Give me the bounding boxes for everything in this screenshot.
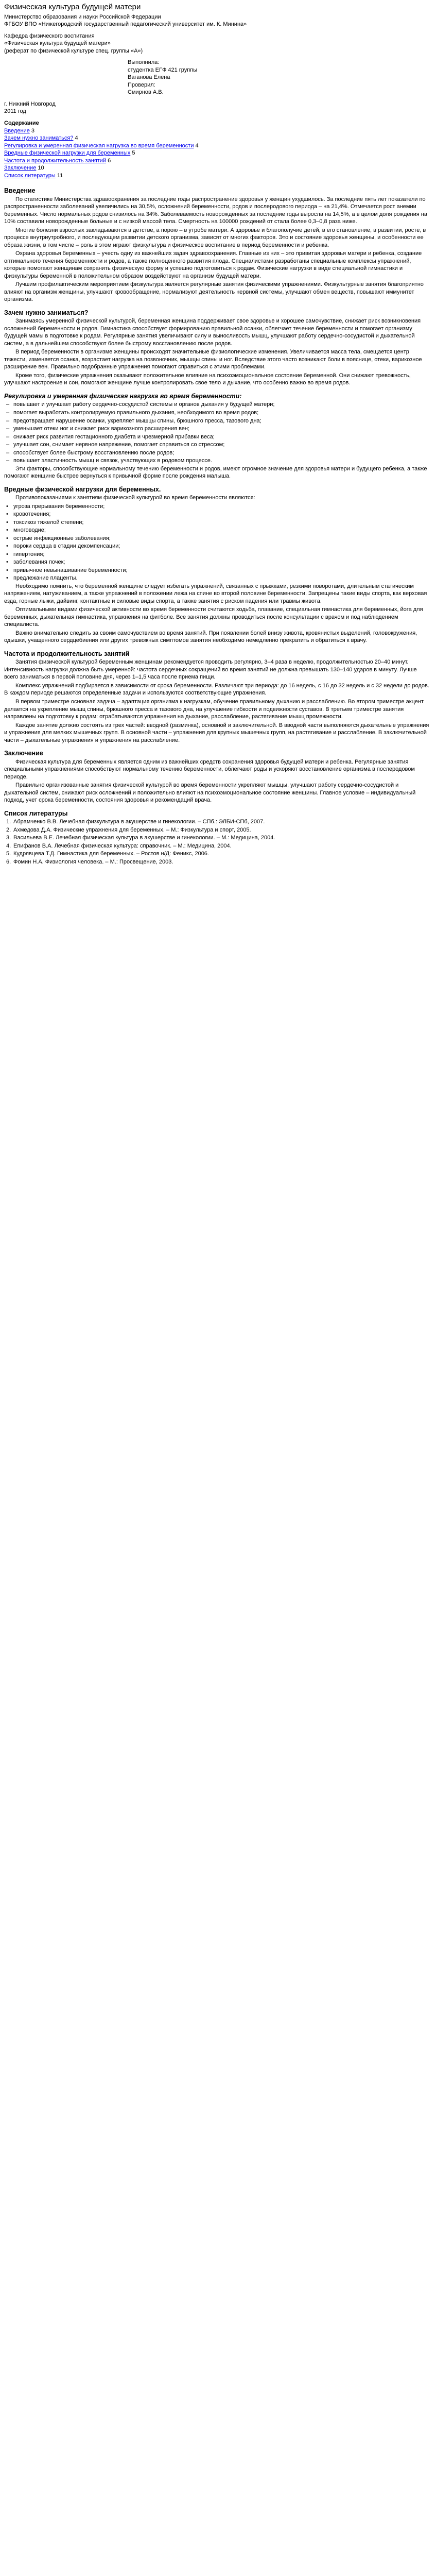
- toc-item[interactable]: [4, 157, 432, 165]
- toc-link[interactable]: Частота и продолжительность занятий: [4, 157, 107, 164]
- toc-item[interactable]: [4, 164, 432, 172]
- ministry-line: Министерство образования и науки Российской Федерации: [4, 13, 161, 20]
- list-item: – повышает эластичность мышц и связок, участвующих в родовом процессе.: [6, 457, 212, 464]
- bullet-marker: •: [6, 511, 8, 518]
- toc-page: 6: [108, 157, 111, 164]
- paragraph: Правильно организованные занятия физической культурой во время беременности укрепляют мышцы, улучшают работу сердечно-сосудистой и дыхательной систем, снижают риск осложнений и положительно влияют на психоэмоциональное состояние женщины. Главное условие – индивидуальный подход, учет срока беременности, состояния здоровья и рекомендаций врача.: [4, 782, 416, 804]
- dash-marker: –: [6, 426, 10, 432]
- author-line: студентка ЕГФ 421 группы: [128, 66, 198, 73]
- list-item: • пороки сердца в стадии декомпенсации;: [6, 543, 120, 550]
- bullet-marker: •: [6, 527, 8, 534]
- section-heading: Регулировка и умеренная физическая нагрузка во время беременности:: [4, 392, 242, 400]
- paragraph: Кроме того, физические упражнения оказывают положительное влияние на психоэмоциональное состояние беременной. Они снижают тревожность, улучшают настроение и сон, помогают женщине лучше контролировать свое тело и дыхание, что особенно важно во время родов.: [4, 372, 411, 386]
- bullet-marker: •: [6, 567, 8, 573]
- reference-item: 3. Васильева В.Е. Лечебная физическая культура в акушерстве и гинекологии. – М.: Медицина, 2004.: [6, 835, 275, 841]
- toc-item[interactable]: [4, 172, 432, 180]
- section-why: [4, 309, 432, 387]
- list-item: • угроза прерывания беременности;: [6, 503, 105, 510]
- header-block: [4, 13, 432, 28]
- toc-link[interactable]: Список литературы: [4, 172, 56, 179]
- dash-marker: –: [6, 442, 10, 448]
- number-marker: 5.: [6, 851, 11, 857]
- paragraph: Лучшим профилактическим мероприятием физкультура является регулярные занятия физическими упражнениями. Физкультурные занятия благоприятно влияют на организм женщины, улучшают кровообращение, нормализуют деятельность нервной системы, улучшают обмен веществ, повышают иммунитет организма.: [4, 281, 424, 303]
- paragraph: В период беременности в организме женщины происходят значительные физиологические изменения. Увеличивается масса тела, смещается центр тяжести, изменяется осанка, возрастает нагрузка на позвоночник, мышцы спины и ног. Вследствие этого часто возникают боли в пояснице, отеки, варикозное расширение вен. Правильно подобранные упражнения помогают справиться с этими проблемами.: [4, 349, 422, 370]
- number-marker: 6.: [6, 858, 11, 865]
- toc-link[interactable]: Заключение: [4, 165, 37, 172]
- paragraph: По статистике Министерства здравоохранения за последние годы распространение здоровья у женщин ухудшилось. За последние пять лет показатели по распространенности заболеваний увеличились на 30,5%, осложнений беременности, родов и послеродового периода – на 21,4%. Отмечается рост анемии беременных. Число нормальных родов снизилось на 34%. Заболеваемость новорожденных за последние годы выросла на 14,5%, а в целом доля рождения на 10% составили новорожденные больные и с низкой массой тела. Смертность на 100000 рождений от стала более 0,3–0,8 раза ниже.: [4, 196, 427, 225]
- paragraph: Занятия физической культурой беременным женщинам рекомендуется проводить регулярно, 3–4 раза в неделю, продолжительностью 20–40 минут. Интенсивность нагрузки должна быть умеренной: частота сердечных сокращений во время занятий не должна превышать 130–140 ударов в минуту. Лучше всего заниматься в первой половине дня, через 1–1,5 часа после приема пищи.: [4, 659, 417, 681]
- paragraph: Физическая культура для беременных является одним из важнейших средств сохранения здоровья будущей матери и ребенка. Регулярные занятия специальными упражнениями способствуют нормальному течению беременности, облегчают роды и ускоряют восстановление организма в послеродовом периоде.: [4, 758, 415, 780]
- topic-line: «Физическая культура будущей матери»: [4, 40, 111, 47]
- list-item: • острые инфекционные заболевания;: [6, 535, 111, 541]
- paragraph: Многие болезни взрослых закладываются в детстве, а порою – в утробе матери. А здоровье и благополучие детей, в его становление, в развитии, росте, в процессе внутриутробного, и последующем развитии детского организма, зависят от многих факторов. Это и состояние здоровья женщины, и особенности ее образа жизни, в том числе – роль в этом играют физкультура и физическое воспитание в период беременности и ребенка.: [4, 227, 426, 248]
- number-marker: 2.: [6, 826, 11, 833]
- section-heading: Зачем нужно заниматься?: [4, 309, 89, 316]
- section-harm: [4, 485, 432, 645]
- section-heading: Вредные физической нагрузки для беременных.: [4, 485, 161, 493]
- section-literature: [4, 809, 432, 866]
- paragraph: Каждое занятие должно состоять из трех частей: вводной (разминка), основной и заключительной. В вводной части выполняются дыхательные упражнения и упражнения для мелких мышечных групп. В основной части – упражнения для крупных мышечных групп, на растягивание и расслабление. В заключительной части – дыхательные упражнения и упражнения на расслабление.: [4, 722, 429, 743]
- city-line: г. Нижний Новгород: [4, 100, 56, 107]
- year-line: 2011 год: [4, 108, 26, 115]
- section-regulation: [4, 392, 432, 480]
- toc-item[interactable]: [4, 142, 432, 150]
- reference-item: 6. Фомин Н.А. Физиология человека. – М.: Просвещение, 2003.: [6, 858, 173, 865]
- list-item: – предотвращает нарушение осанки, укрепляет мышцы спины, брюшного пресса, тазового дна;: [6, 417, 261, 424]
- section-frequency: [4, 650, 432, 744]
- toc-page: 11: [57, 172, 63, 179]
- dash-marker: –: [6, 433, 10, 440]
- toc-page: 5: [132, 150, 135, 157]
- list-item: • гипертония;: [6, 551, 45, 557]
- dash-marker: –: [6, 409, 10, 416]
- toc-title: Содержание: [4, 120, 39, 126]
- bullet-marker: •: [6, 551, 8, 557]
- city-block: [4, 100, 432, 115]
- bullet-marker: •: [6, 535, 8, 541]
- list-item: – помогает выработать контролируемую правильного дыхания, необходимого во время родов;: [6, 409, 259, 416]
- toc-item[interactable]: [4, 149, 432, 157]
- list-item: • предлежание плаценты.: [6, 575, 78, 582]
- reference-item: 1. Абрамченко В.В. Лечебная физкультура в акушерстве и гинекологии. – СПб.: ЭЛБИ-СПб, 2007.: [6, 819, 265, 825]
- subtitle-line: (реферат по физической культуре спец. группы «А»): [4, 47, 143, 54]
- document-title: Физическая культура будущей матери: [4, 3, 141, 11]
- department-line: Кафедра физического воспитания: [4, 32, 95, 39]
- paragraph: В первом триместре основная задача – адаптация организма к нагрузкам, обучение правильному дыханию и расслаблению. Во втором триместре акцент делается на укрепление мышц спины, брюшного пресса и тазового дна, на улучшение гибкости и подвижности суставов. В третьем триместре занятия направлены на подготовку к родам: отрабатываются упражнения на дыхание, расслабление, растягивание мышц промежности.: [4, 699, 424, 720]
- toc-page: 4: [75, 135, 78, 142]
- paragraph: Необходимо помнить, что беременной женщине следует избегать упражнений, связанных с прыжками, резкими поворотами, длительным статическим напряжением, натуживанием, а также упражнений в положении лежа на спине во второй половине беременности. Запрещены такие виды спорта, как верховая езда, горные лыжи, дайвинг, контактные и силовые виды спорта, а также занятия с риском падения или травмы живота.: [4, 583, 427, 604]
- toc-page: 3: [31, 127, 34, 134]
- list-item: – уменьшает отеки ног и снижает риск варикозного расширения вен;: [6, 426, 190, 432]
- number-marker: 4.: [6, 842, 11, 849]
- paragraph: Занимаясь умеренной физической культурой, беременная женщина поддерживает свое здоровье и хорошее самочувствие, снижает риск возникновения осложнений беременности и родов. Гимнастика способствует формированию правильной осанки, облегчает течение беременности и помогает организму будущей мамы в подготовке к родам. Регулярные занятия увеличивают силу и выносливость мышц, улучшают работу сердечно-сосудистой и дыхательной систем, а в дальнейшем способствуют более быстрому восстановлению после родов.: [4, 318, 421, 347]
- toc-link[interactable]: Зачем нужно заниматься?: [4, 135, 74, 142]
- dash-marker: –: [6, 457, 10, 464]
- paragraph: Эти факторы, способствующие нормальному течению беременности и родов, имеют огромное значение для здоровья матери и будущего ребенка, а также помогают женщине быстрее вернуться к привычной форме после рождения малыша.: [4, 465, 427, 480]
- authors-block: [128, 59, 432, 96]
- author-line: Выполнила:: [128, 59, 160, 66]
- bullet-marker: •: [6, 559, 8, 566]
- bullet-marker: •: [6, 519, 8, 526]
- section-heading: Заключение: [4, 750, 43, 757]
- toc-item[interactable]: [4, 134, 432, 142]
- toc-link[interactable]: Введение: [4, 127, 30, 134]
- list-item: • токсикоз тяжелой степени;: [6, 519, 84, 526]
- list-item: • привычное невынашивание беременности;: [6, 567, 128, 573]
- paragraph: Комплекс упражнений подбирается в зависимости от срока беременности. Различают три периода: до 16 недель, с 16 до 32 недель и с 32 недели до родов. В каждом периоде решаются определенные задачи и используются соответствующие упражнения.: [4, 682, 429, 697]
- list-item: • многоводие;: [6, 527, 46, 534]
- toc-link[interactable]: Регулировка и умеренная физическая нагрузка во время беременности: [4, 142, 194, 149]
- paragraph: Охрана здоровья беременных – учесть одну из важнейших задач здравоохранения. Главные из них – это привитая здоровья матери и ребенка, создание оптимального течения беременности и родов, а также полноценного развития плода. Специалистами разработаны специальные комплексы упражнений, которые помогают женщинам сохранить физическую форму и успешно подготовиться к родам. Физические нагрузки в виде специальной гимнастики и физкультуры беременной в положительном образом воздействуют на организм будущей матери.: [4, 250, 422, 279]
- paragraph: Противопоказаниями к занятиям физической культурой во время беременности являются:: [15, 495, 255, 501]
- document: [0, 0, 436, 871]
- list-item: • кровотечения;: [6, 511, 51, 518]
- number-marker: 3.: [6, 835, 11, 841]
- author-line: Смирнов А.В.: [128, 89, 164, 96]
- dash-marker: –: [6, 449, 10, 456]
- bullet-marker: •: [6, 575, 8, 582]
- author-line: Проверил:: [128, 81, 155, 88]
- paragraph: Важно внимательно следить за своим самочувствием во время занятий. При появлении болей внизу живота, кровянистых выделений, головокружения, одышки, учащенного сердцебиения или других тревожных симптомов занятия необходимо немедленно прекратить и обратиться к врачу.: [4, 630, 417, 644]
- university-line: ФГБОУ ВПО «Нижегородский государственный педагогический университет им. К. Минина»: [4, 21, 247, 28]
- section-intro: [4, 187, 432, 303]
- list-item: – способствует более быстрому восстановлению после родов;: [6, 449, 175, 456]
- department-block: [4, 32, 432, 55]
- table-of-contents: [4, 120, 432, 179]
- section-heading: Введение: [4, 187, 36, 195]
- list-item: – повышает и улучшает работу сердечно-сосудистой системы и органов дыхания у будущей матери;: [6, 401, 275, 408]
- list-item: • заболевания почек;: [6, 559, 65, 566]
- number-marker: 1.: [6, 819, 11, 825]
- bullet-marker: •: [6, 543, 8, 550]
- reference-item: 4. Епифанов В.А. Лечебная физическая культура: справочник. – М.: Медицина, 2004.: [6, 842, 232, 849]
- dash-marker: –: [6, 417, 10, 424]
- section-conclusion: [4, 749, 432, 804]
- list-item: – улучшает сон, снимает нервное напряжение, помогает справиться со стрессом;: [6, 442, 225, 448]
- list-item: – снижает риск развития гестационного диабета и чрезмерной прибавки веса;: [6, 433, 215, 440]
- author-line: Ваганова Елена: [128, 74, 170, 81]
- section-heading: Список литературы: [4, 809, 68, 817]
- paragraph: Оптимальными видами физической активности во время беременности считаются ходьба, плавание, специальная гимнастика для беременных, йога для беременных, дыхательная гимнастика, упражнения на фитболе. Все занятия должны проводиться после консультации с врачом и под наблюдением специалиста.: [4, 606, 423, 628]
- reference-item: 5. Кудрявцева Т.Д. Гимнастика для беременных. – Ростов н/Д: Феникс, 2006.: [6, 851, 209, 857]
- toc-link[interactable]: Вредные физической нагрузки для беременных: [4, 150, 131, 157]
- toc-page: 10: [38, 165, 44, 172]
- dash-marker: –: [6, 401, 10, 408]
- toc-page: 4: [195, 142, 199, 149]
- toc-item[interactable]: [4, 127, 432, 135]
- section-heading: Частота и продолжительность занятий: [4, 650, 130, 657]
- reference-item: 2. Ахмедова Д.А. Физические упражнения для беременных. – М.: Физкультура и спорт, 2005.: [6, 826, 251, 833]
- bullet-marker: •: [6, 503, 8, 510]
